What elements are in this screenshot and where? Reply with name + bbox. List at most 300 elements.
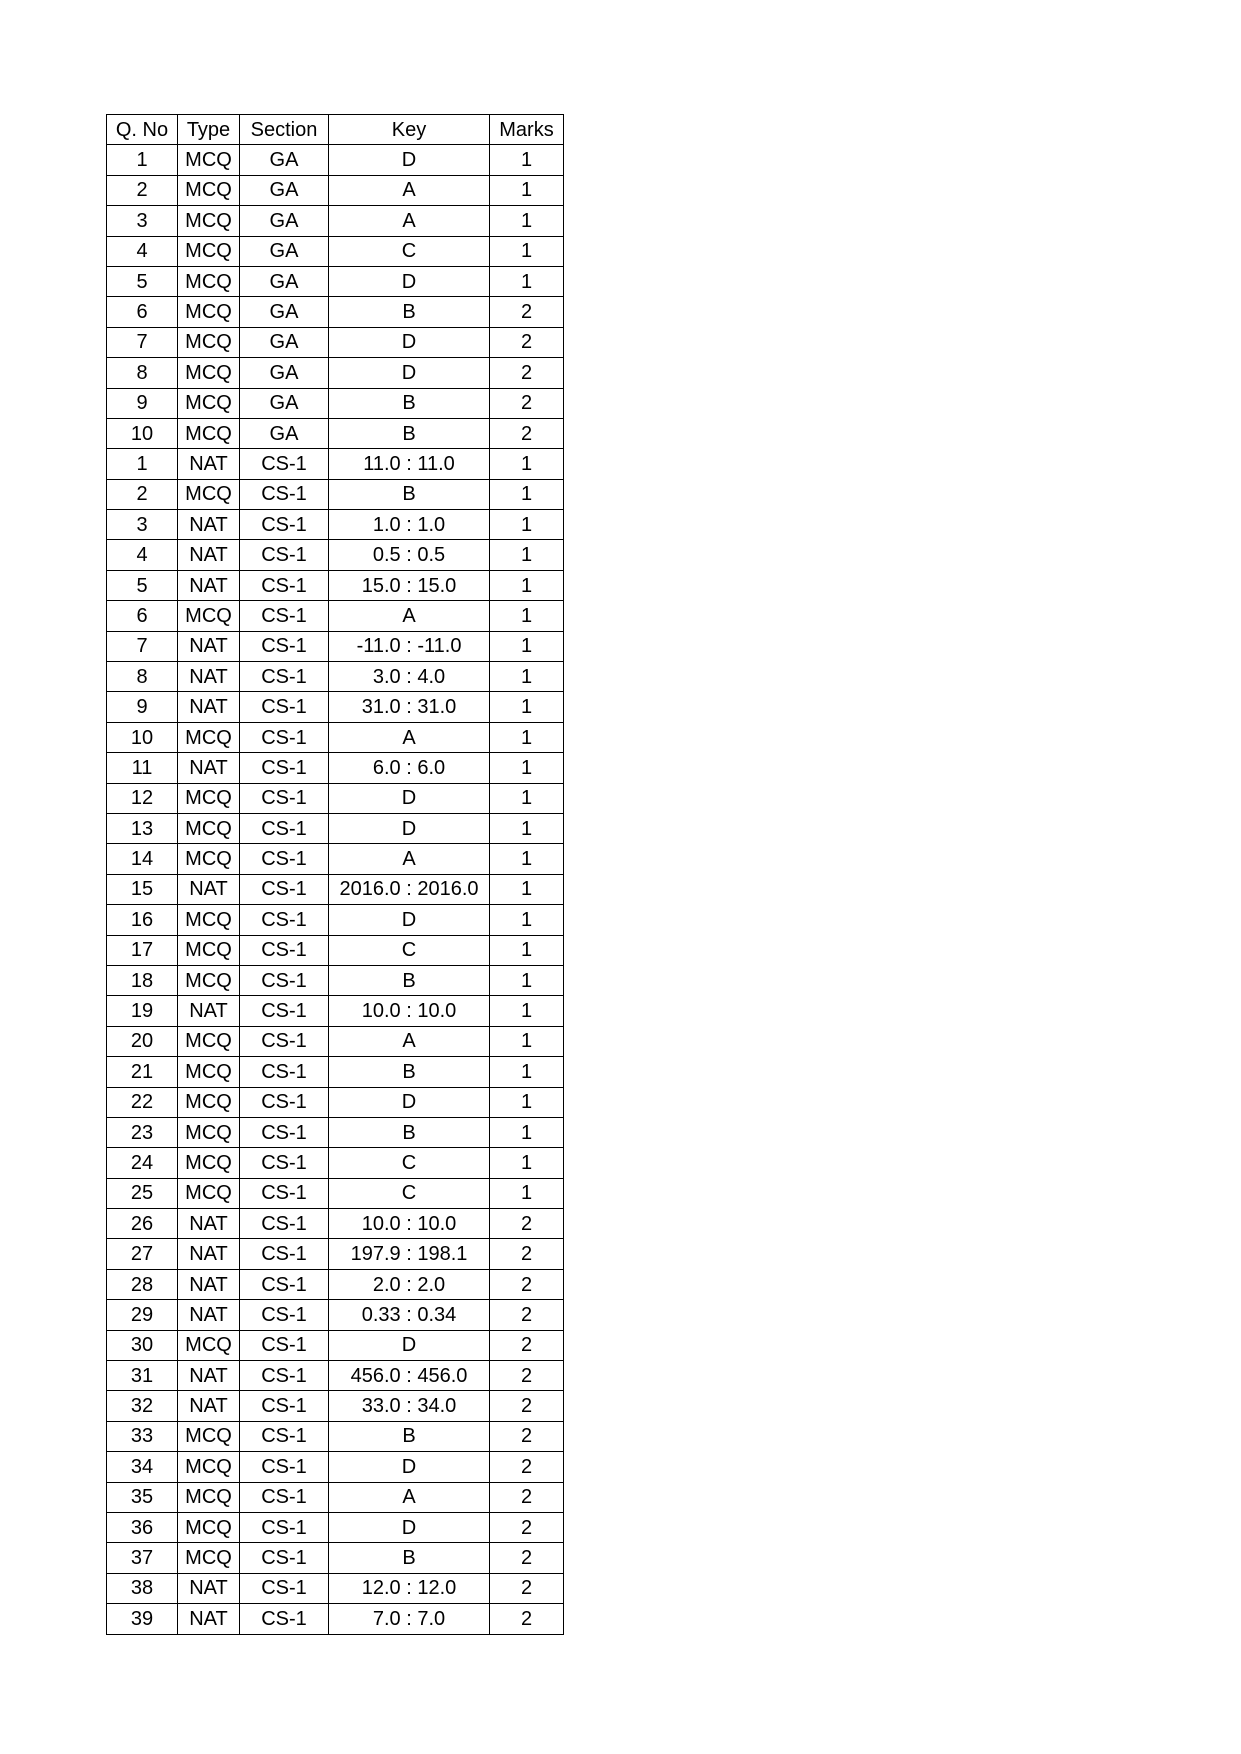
type-cell: NAT	[178, 540, 240, 570]
table-row	[107, 418, 564, 448]
qno-cell: 4	[107, 540, 178, 570]
key-cell: 2016.0 : 2016.0	[329, 874, 490, 904]
section-cell: CS-1	[240, 1209, 329, 1239]
header-marks: Marks	[490, 115, 564, 145]
section-cell: CS-1	[240, 874, 329, 904]
marks-cell: 2	[490, 1512, 564, 1542]
marks-cell: 2	[490, 1300, 564, 1330]
qno-cell: 3	[107, 206, 178, 236]
key-cell: -11.0 : -11.0	[329, 631, 490, 661]
key-cell: 197.9 : 198.1	[329, 1239, 490, 1269]
key-cell: B	[329, 1057, 490, 1087]
qno-cell: 34	[107, 1452, 178, 1482]
qno-cell: 27	[107, 1239, 178, 1269]
marks-cell: 1	[490, 206, 564, 236]
section-cell: CS-1	[240, 1604, 329, 1634]
table-row	[107, 905, 564, 935]
table-row	[107, 1239, 564, 1269]
section-cell: CS-1	[240, 662, 329, 692]
qno-cell: 12	[107, 783, 178, 813]
table-row	[107, 1543, 564, 1573]
key-cell: 0.5 : 0.5	[329, 540, 490, 570]
type-cell: MCQ	[178, 358, 240, 388]
qno-cell: 6	[107, 297, 178, 327]
type-cell: NAT	[178, 1239, 240, 1269]
table-body	[107, 145, 564, 1634]
type-cell: NAT	[178, 753, 240, 783]
table-row	[107, 570, 564, 600]
type-cell: NAT	[178, 662, 240, 692]
section-cell: CS-1	[240, 1239, 329, 1269]
qno-cell: 5	[107, 266, 178, 296]
type-cell: MCQ	[178, 1512, 240, 1542]
qno-cell: 2	[107, 175, 178, 205]
section-cell: CS-1	[240, 1573, 329, 1603]
marks-cell: 1	[490, 510, 564, 540]
table-row	[107, 1178, 564, 1208]
type-cell: MCQ	[178, 297, 240, 327]
marks-cell: 1	[490, 965, 564, 995]
table-row	[107, 662, 564, 692]
marks-cell: 1	[490, 175, 564, 205]
qno-cell: 7	[107, 327, 178, 357]
table-row	[107, 965, 564, 995]
type-cell: MCQ	[178, 905, 240, 935]
type-cell: NAT	[178, 1391, 240, 1421]
type-cell: MCQ	[178, 266, 240, 296]
table-row	[107, 692, 564, 722]
section-cell: CS-1	[240, 1057, 329, 1087]
qno-cell: 5	[107, 570, 178, 600]
marks-cell: 2	[490, 1482, 564, 1512]
table-row	[107, 206, 564, 236]
key-cell: A	[329, 175, 490, 205]
section-cell: CS-1	[240, 1300, 329, 1330]
type-cell: MCQ	[178, 327, 240, 357]
section-cell: CS-1	[240, 540, 329, 570]
type-cell: MCQ	[178, 206, 240, 236]
marks-cell: 2	[490, 388, 564, 418]
marks-cell: 1	[490, 844, 564, 874]
qno-cell: 6	[107, 601, 178, 631]
type-cell: MCQ	[178, 145, 240, 175]
table-row	[107, 1026, 564, 1056]
key-cell: D	[329, 1087, 490, 1117]
marks-cell: 1	[490, 935, 564, 965]
type-cell: NAT	[178, 449, 240, 479]
type-cell: NAT	[178, 1300, 240, 1330]
section-cell: CS-1	[240, 1421, 329, 1451]
type-cell: MCQ	[178, 1482, 240, 1512]
marks-cell: 1	[490, 722, 564, 752]
key-cell: B	[329, 1543, 490, 1573]
table-row	[107, 1148, 564, 1178]
header-section: Section	[240, 115, 329, 145]
section-cell: CS-1	[240, 1391, 329, 1421]
qno-cell: 30	[107, 1330, 178, 1360]
qno-cell: 8	[107, 662, 178, 692]
header-qno: Q. No	[107, 115, 178, 145]
qno-cell: 13	[107, 813, 178, 843]
table-row	[107, 1117, 564, 1147]
table-row	[107, 601, 564, 631]
section-cell: CS-1	[240, 1361, 329, 1391]
marks-cell: 2	[490, 1330, 564, 1360]
key-cell: 11.0 : 11.0	[329, 449, 490, 479]
marks-cell: 2	[490, 1391, 564, 1421]
table-row	[107, 844, 564, 874]
key-cell: 3.0 : 4.0	[329, 662, 490, 692]
section-cell: CS-1	[240, 813, 329, 843]
table-row	[107, 1604, 564, 1634]
type-cell: MCQ	[178, 965, 240, 995]
marks-cell: 1	[490, 692, 564, 722]
answer-key-table	[106, 114, 564, 1635]
key-cell: 10.0 : 10.0	[329, 996, 490, 1026]
type-cell: NAT	[178, 1361, 240, 1391]
table-row	[107, 358, 564, 388]
table-row	[107, 996, 564, 1026]
marks-cell: 1	[490, 1026, 564, 1056]
key-cell: C	[329, 1148, 490, 1178]
header-type: Type	[178, 115, 240, 145]
type-cell: MCQ	[178, 1057, 240, 1087]
table-row	[107, 449, 564, 479]
qno-cell: 38	[107, 1573, 178, 1603]
marks-cell: 1	[490, 1057, 564, 1087]
type-cell: MCQ	[178, 844, 240, 874]
section-cell: CS-1	[240, 1543, 329, 1573]
table-row	[107, 479, 564, 509]
section-cell: CS-1	[240, 844, 329, 874]
section-cell: GA	[240, 418, 329, 448]
marks-cell: 1	[490, 813, 564, 843]
table-row	[107, 1330, 564, 1360]
marks-cell: 1	[490, 662, 564, 692]
qno-cell: 33	[107, 1421, 178, 1451]
table-row	[107, 297, 564, 327]
section-cell: GA	[240, 266, 329, 296]
section-cell: CS-1	[240, 479, 329, 509]
marks-cell: 1	[490, 783, 564, 813]
qno-cell: 2	[107, 479, 178, 509]
qno-cell: 10	[107, 418, 178, 448]
section-cell: CS-1	[240, 692, 329, 722]
key-cell: C	[329, 935, 490, 965]
marks-cell: 1	[490, 631, 564, 661]
table-row	[107, 175, 564, 205]
key-cell: 10.0 : 10.0	[329, 1209, 490, 1239]
marks-cell: 2	[490, 297, 564, 327]
key-cell: C	[329, 236, 490, 266]
table-row	[107, 1057, 564, 1087]
marks-cell: 1	[490, 1178, 564, 1208]
qno-cell: 24	[107, 1148, 178, 1178]
type-cell: MCQ	[178, 601, 240, 631]
key-cell: B	[329, 479, 490, 509]
qno-cell: 16	[107, 905, 178, 935]
table-row	[107, 1087, 564, 1117]
table-row	[107, 1512, 564, 1542]
key-cell: C	[329, 1178, 490, 1208]
qno-cell: 8	[107, 358, 178, 388]
key-cell: A	[329, 1482, 490, 1512]
key-cell: A	[329, 601, 490, 631]
type-cell: NAT	[178, 631, 240, 661]
section-cell: CS-1	[240, 1482, 329, 1512]
key-cell: A	[329, 206, 490, 236]
type-cell: NAT	[178, 996, 240, 1026]
table-row	[107, 1482, 564, 1512]
marks-cell: 1	[490, 266, 564, 296]
qno-cell: 21	[107, 1057, 178, 1087]
table-row	[107, 236, 564, 266]
type-cell: MCQ	[178, 813, 240, 843]
type-cell: NAT	[178, 692, 240, 722]
table-row	[107, 935, 564, 965]
table-row	[107, 631, 564, 661]
key-cell: D	[329, 1512, 490, 1542]
key-cell: B	[329, 297, 490, 327]
qno-cell: 22	[107, 1087, 178, 1117]
section-cell: CS-1	[240, 1087, 329, 1117]
marks-cell: 2	[490, 1269, 564, 1299]
section-cell: CS-1	[240, 1026, 329, 1056]
table-row	[107, 1269, 564, 1299]
marks-cell: 1	[490, 874, 564, 904]
header-key: Key	[329, 115, 490, 145]
table-row	[107, 145, 564, 175]
header-row	[107, 115, 564, 145]
section-cell: CS-1	[240, 1148, 329, 1178]
section-cell: CS-1	[240, 965, 329, 995]
qno-cell: 14	[107, 844, 178, 874]
qno-cell: 26	[107, 1209, 178, 1239]
key-cell: 33.0 : 34.0	[329, 1391, 490, 1421]
key-cell: A	[329, 844, 490, 874]
key-cell: 456.0 : 456.0	[329, 1361, 490, 1391]
type-cell: MCQ	[178, 935, 240, 965]
marks-cell: 1	[490, 540, 564, 570]
qno-cell: 10	[107, 722, 178, 752]
type-cell: NAT	[178, 510, 240, 540]
marks-cell: 2	[490, 327, 564, 357]
type-cell: MCQ	[178, 1026, 240, 1056]
marks-cell: 1	[490, 1117, 564, 1147]
qno-cell: 31	[107, 1361, 178, 1391]
qno-cell: 36	[107, 1512, 178, 1542]
type-cell: MCQ	[178, 175, 240, 205]
type-cell: NAT	[178, 570, 240, 600]
section-cell: CS-1	[240, 1330, 329, 1360]
table-row	[107, 1421, 564, 1451]
marks-cell: 1	[490, 145, 564, 175]
marks-cell: 1	[490, 905, 564, 935]
key-cell: 0.33 : 0.34	[329, 1300, 490, 1330]
key-cell: D	[329, 358, 490, 388]
section-cell: GA	[240, 388, 329, 418]
table-row	[107, 1391, 564, 1421]
table-row	[107, 1361, 564, 1391]
type-cell: MCQ	[178, 1330, 240, 1360]
section-cell: CS-1	[240, 1178, 329, 1208]
marks-cell: 2	[490, 358, 564, 388]
table-row	[107, 1300, 564, 1330]
key-cell: D	[329, 327, 490, 357]
qno-cell: 32	[107, 1391, 178, 1421]
section-cell: GA	[240, 297, 329, 327]
key-cell: 2.0 : 2.0	[329, 1269, 490, 1299]
marks-cell: 1	[490, 996, 564, 1026]
marks-cell: 1	[490, 753, 564, 783]
section-cell: CS-1	[240, 1117, 329, 1147]
table-row	[107, 753, 564, 783]
qno-cell: 4	[107, 236, 178, 266]
section-cell: CS-1	[240, 1452, 329, 1482]
key-cell: B	[329, 388, 490, 418]
section-cell: CS-1	[240, 996, 329, 1026]
table-row	[107, 1452, 564, 1482]
key-cell: A	[329, 1026, 490, 1056]
qno-cell: 35	[107, 1482, 178, 1512]
type-cell: MCQ	[178, 722, 240, 752]
table-row	[107, 874, 564, 904]
qno-cell: 23	[107, 1117, 178, 1147]
key-cell: D	[329, 1452, 490, 1482]
table-row	[107, 1209, 564, 1239]
section-cell: CS-1	[240, 753, 329, 783]
qno-cell: 7	[107, 631, 178, 661]
qno-cell: 15	[107, 874, 178, 904]
type-cell: MCQ	[178, 236, 240, 266]
type-cell: MCQ	[178, 418, 240, 448]
qno-cell: 28	[107, 1269, 178, 1299]
marks-cell: 1	[490, 449, 564, 479]
key-cell: B	[329, 418, 490, 448]
section-cell: CS-1	[240, 905, 329, 935]
table-row	[107, 722, 564, 752]
key-cell: 6.0 : 6.0	[329, 753, 490, 783]
type-cell: MCQ	[178, 388, 240, 418]
marks-cell: 1	[490, 1148, 564, 1178]
section-cell: CS-1	[240, 935, 329, 965]
qno-cell: 9	[107, 388, 178, 418]
qno-cell: 37	[107, 1543, 178, 1573]
qno-cell: 3	[107, 510, 178, 540]
marks-cell: 2	[490, 1604, 564, 1634]
section-cell: GA	[240, 236, 329, 266]
marks-cell: 1	[490, 236, 564, 266]
type-cell: NAT	[178, 1209, 240, 1239]
type-cell: MCQ	[178, 1178, 240, 1208]
key-cell: D	[329, 266, 490, 296]
type-cell: MCQ	[178, 1421, 240, 1451]
marks-cell: 2	[490, 418, 564, 448]
key-cell: 12.0 : 12.0	[329, 1573, 490, 1603]
key-cell: B	[329, 965, 490, 995]
qno-cell: 17	[107, 935, 178, 965]
table-row	[107, 783, 564, 813]
type-cell: MCQ	[178, 1543, 240, 1573]
type-cell: MCQ	[178, 783, 240, 813]
marks-cell: 2	[490, 1361, 564, 1391]
qno-cell: 20	[107, 1026, 178, 1056]
marks-cell: 2	[490, 1452, 564, 1482]
marks-cell: 1	[490, 601, 564, 631]
key-cell: 1.0 : 1.0	[329, 510, 490, 540]
section-cell: CS-1	[240, 570, 329, 600]
qno-cell: 1	[107, 145, 178, 175]
marks-cell: 2	[490, 1573, 564, 1603]
section-cell: CS-1	[240, 449, 329, 479]
marks-cell: 1	[490, 479, 564, 509]
table-row	[107, 388, 564, 418]
marks-cell: 2	[490, 1239, 564, 1269]
type-cell: NAT	[178, 1269, 240, 1299]
qno-cell: 29	[107, 1300, 178, 1330]
type-cell: MCQ	[178, 1087, 240, 1117]
key-cell: D	[329, 145, 490, 175]
section-cell: CS-1	[240, 510, 329, 540]
key-cell: 31.0 : 31.0	[329, 692, 490, 722]
key-cell: D	[329, 813, 490, 843]
key-cell: 7.0 : 7.0	[329, 1604, 490, 1634]
section-cell: CS-1	[240, 601, 329, 631]
marks-cell: 2	[490, 1421, 564, 1451]
section-cell: GA	[240, 327, 329, 357]
table-row	[107, 1573, 564, 1603]
key-cell: D	[329, 905, 490, 935]
key-cell: D	[329, 1330, 490, 1360]
type-cell: MCQ	[178, 1148, 240, 1178]
type-cell: MCQ	[178, 1117, 240, 1147]
key-cell: 15.0 : 15.0	[329, 570, 490, 600]
marks-cell: 1	[490, 570, 564, 600]
qno-cell: 19	[107, 996, 178, 1026]
key-cell: B	[329, 1117, 490, 1147]
section-cell: GA	[240, 358, 329, 388]
table-row	[107, 510, 564, 540]
qno-cell: 18	[107, 965, 178, 995]
qno-cell: 9	[107, 692, 178, 722]
key-cell: A	[329, 722, 490, 752]
key-cell: D	[329, 783, 490, 813]
qno-cell: 39	[107, 1604, 178, 1634]
qno-cell: 25	[107, 1178, 178, 1208]
marks-cell: 2	[490, 1543, 564, 1573]
marks-cell: 1	[490, 1087, 564, 1117]
section-cell: GA	[240, 145, 329, 175]
section-cell: GA	[240, 175, 329, 205]
key-cell: B	[329, 1421, 490, 1451]
section-cell: CS-1	[240, 1512, 329, 1542]
section-cell: GA	[240, 206, 329, 236]
marks-cell: 2	[490, 1209, 564, 1239]
table-row	[107, 327, 564, 357]
type-cell: MCQ	[178, 479, 240, 509]
section-cell: CS-1	[240, 1269, 329, 1299]
section-cell: CS-1	[240, 631, 329, 661]
table-row	[107, 813, 564, 843]
type-cell: MCQ	[178, 1452, 240, 1482]
section-cell: CS-1	[240, 783, 329, 813]
qno-cell: 1	[107, 449, 178, 479]
table-row	[107, 266, 564, 296]
qno-cell: 11	[107, 753, 178, 783]
table-row	[107, 540, 564, 570]
type-cell: NAT	[178, 1573, 240, 1603]
section-cell: CS-1	[240, 722, 329, 752]
